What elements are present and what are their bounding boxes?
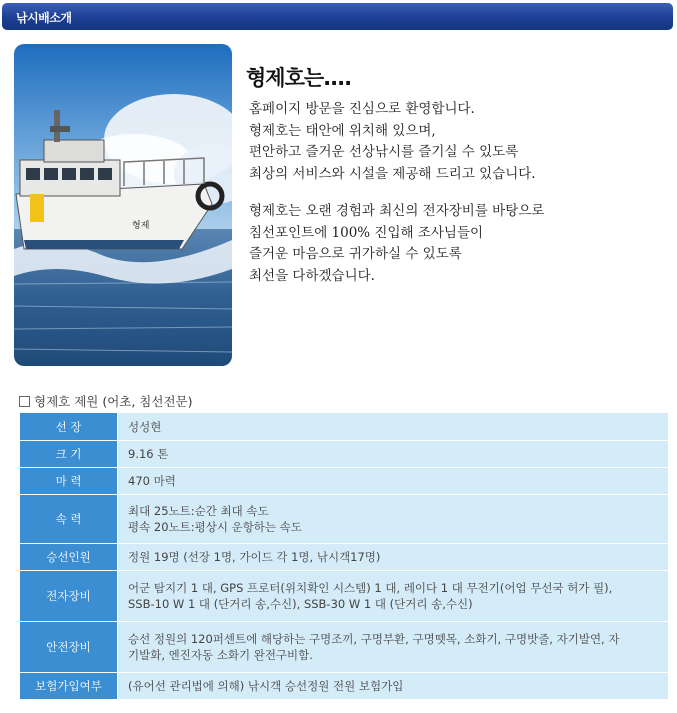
row-value-speed	[118, 495, 668, 543]
intro-line: 형제호는 오랜 경험과 최신의 전자장비를 바탕으로	[249, 203, 545, 219]
table-row	[20, 441, 668, 467]
boat-hull-label: 형제	[132, 221, 150, 231]
row-value-safety	[118, 622, 668, 672]
row-value-size	[118, 441, 668, 467]
row-label-electronics: 전자장비	[20, 571, 117, 621]
row-label-speed: 속 력	[20, 495, 117, 543]
intro-line: 홈페이지 방문을 진심으로 환영합니다.	[249, 101, 475, 117]
boat-photo-illustration	[14, 44, 232, 366]
value-line: 평속 20노트:평상시 운항하는 속도	[128, 520, 302, 534]
intro-line: 형제호는 태안에 위치해 있으며,	[249, 122, 436, 139]
boat-photo	[14, 44, 232, 366]
checkbox-icon	[19, 396, 30, 407]
row-label-captain: 선 장	[20, 413, 117, 440]
intro-line: 즐거운 마음으로 귀가하실 수 있도록	[249, 246, 462, 262]
value-line: 성성현	[128, 419, 162, 434]
table-row	[20, 622, 668, 672]
table-row	[20, 468, 668, 494]
row-label-capacity: 승선인원	[20, 544, 117, 570]
row-value-insurance	[118, 673, 668, 699]
row-label-horsepower: 마 력	[20, 468, 117, 494]
intro-line: 최상의 서비스와 시설을 제공해 드리고 있습니다.	[249, 165, 536, 182]
intro-line: 침선포인트에 100% 진입해 조사님들이	[249, 224, 484, 241]
value-line: 9.16 톤	[128, 447, 169, 461]
table-row	[20, 571, 668, 621]
table-row	[20, 673, 668, 699]
row-value-horsepower	[118, 468, 668, 494]
intro-paragraph-1	[249, 99, 536, 185]
section-title: 낚시배소개	[16, 11, 72, 25]
table-row	[20, 544, 668, 570]
intro-line: 최선을 다하겠습니다.	[249, 267, 375, 284]
table-row	[20, 495, 668, 543]
value-line: 어군 탐지기 1 대, GPS 프로터(위치확인 시스템) 1 대, 레이다 1 대 무전기(어업 무선국 허가 필),	[128, 581, 613, 595]
intro-title: 형제호는....	[246, 66, 352, 90]
table-row	[20, 413, 668, 440]
row-value-electronics	[118, 571, 668, 621]
value-line: 기발화, 엔진자동 소화기 완전구비함.	[128, 648, 313, 662]
row-label-insurance: 보험가입여부	[20, 673, 117, 699]
row-value-captain	[118, 413, 668, 440]
spec-table	[19, 412, 669, 700]
spec-section-heading	[19, 392, 192, 410]
row-label-safety: 안전장비	[20, 622, 117, 672]
value-line: 승선 정원의 120퍼센트에 해당하는 구명조끼, 구명부환, 구명뗏목, 소화기, 구명밧줄, 자기발연, 자	[128, 632, 620, 646]
value-line: (유어선 관리법에 의해) 낚시객 승선정원 전원 보험가입	[128, 679, 404, 693]
intro-line: 편안하고 즐거운 선상낚시를 즐기실 수 있도록	[249, 144, 519, 160]
value-line: 최대 25노트:순간 최대 속도	[128, 504, 269, 518]
section-header-bar	[2, 3, 673, 30]
row-label-size: 크 기	[20, 441, 117, 467]
intro-paragraph-2	[249, 201, 544, 287]
value-line: 470 마력	[128, 474, 176, 488]
spec-title-text: 형제호 제원 (어초, 침선전문)	[34, 394, 193, 409]
value-line: 정원 19명 (선장 1명, 가이드 각 1명, 낚시객17명)	[128, 550, 381, 564]
row-value-capacity	[118, 544, 668, 570]
value-line: SSB-10 W 1 대 (단거리 송,수신), SSB-30 W 1 대 (단거리 송,수신)	[128, 597, 473, 611]
